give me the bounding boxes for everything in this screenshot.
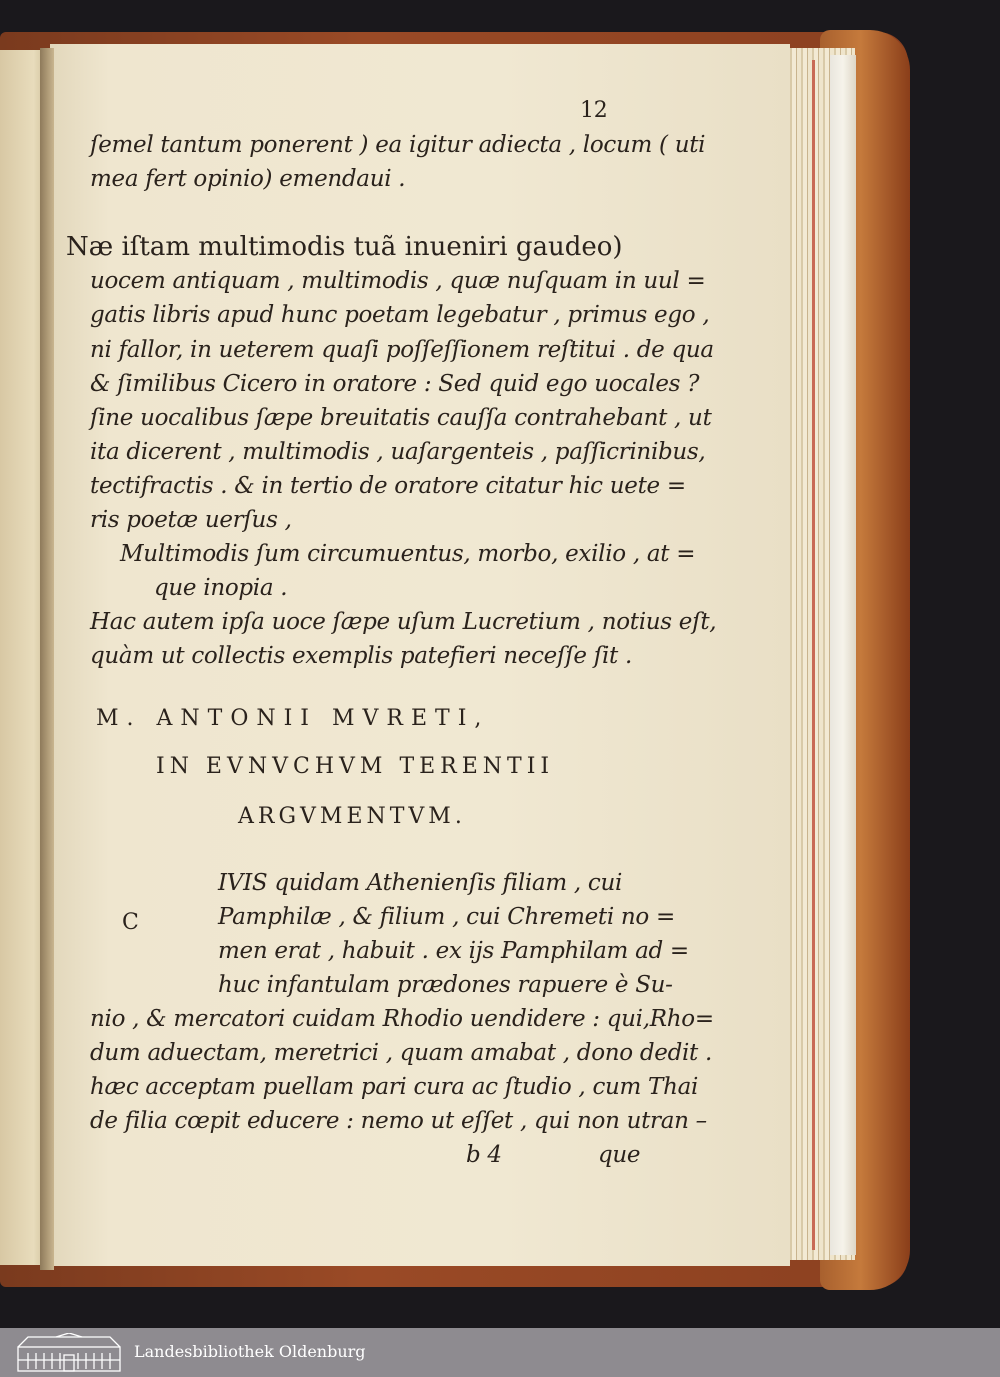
text-line: tectifractis . & in tertio de oratore citatur hic uete =	[90, 473, 686, 499]
lemma-line: Næ iſtam multimodis tuã inueniri gaudeo)	[66, 232, 623, 262]
text-line: nio , & mercatori cuidam Rhodio uendidere : qui,Rho=	[90, 1006, 714, 1032]
footer-label: Landesbibliothek Oldenburg	[134, 1342, 366, 1361]
catchword: que	[598, 1142, 641, 1168]
text-line: gatis libris apud hunc poetam legebatur , primus ego ,	[90, 302, 710, 328]
text-line: de filia cœpit educere : nemo ut eſſet , qui non utran –	[90, 1108, 707, 1134]
signature-mark: b 4	[466, 1142, 502, 1168]
heading-author: M. ANTONII MVRETI,	[96, 706, 490, 731]
heading-title: IN EVNVCHVM TERENTII	[156, 754, 555, 779]
library-building-logo-icon	[16, 1333, 122, 1373]
book-gutter	[40, 48, 54, 1270]
heading-argumentum: ARGVMENTVM.	[238, 804, 466, 829]
drop-cap: C	[122, 910, 139, 935]
page-edge-stripe	[812, 60, 815, 1250]
text-line: ita dicerent , multimodis , uaſargenteis , paſſicrinibus,	[90, 439, 706, 465]
text-line: Pamphilæ , & filium , cui Chremeti no =	[218, 904, 675, 930]
text-line: ſemel tantum ponerent ) ea igitur adiecta , locum ( uti	[90, 132, 706, 158]
text-line: & ſimilibus Cicero in oratore : Sed quid ego uocales ?	[90, 371, 700, 397]
text-line: hæc acceptam puellam pari cura ac ſtudio , cum Thai	[90, 1074, 699, 1100]
text-line: men erat , habuit . ex ijs Pamphilam ad =	[218, 938, 689, 964]
text-line: quàm ut collectis exemplis patefieri neceſſe ſit .	[90, 643, 632, 669]
text-line: ſine uocalibus ſæpe breuitatis cauſſa contrahebant , ut	[90, 405, 712, 431]
page-number: 12	[580, 98, 608, 123]
verse-line: Multimodis ſum circumuentus, morbo, exilio , at =	[120, 541, 696, 567]
verse-line: que inopia .	[154, 575, 288, 601]
text-line: ni fallor, in ueterem quaſi poſſeſſionem reſtitui . de qua	[90, 337, 714, 363]
text-line: Hac autem ipſa uoce ſæpe uſum Lucretium , notius eſt,	[90, 609, 717, 635]
text-line: huc infantulam prædones rapuere è Su-	[218, 972, 673, 998]
footer-bar	[0, 1328, 1000, 1377]
text-line: IVIS quidam Athenienſis filiam , cui	[218, 870, 623, 896]
page-edge-white	[830, 55, 856, 1255]
text-line: ris poetæ uerſus ,	[90, 507, 292, 533]
text-line: mea fert opinio) emendaui .	[90, 166, 406, 192]
text-line: dum aduectam, meretrici , quam amabat , dono dedit .	[90, 1040, 713, 1066]
text-line: uocem antiquam , multimodis , quæ nuſquam in uul =	[90, 268, 706, 294]
